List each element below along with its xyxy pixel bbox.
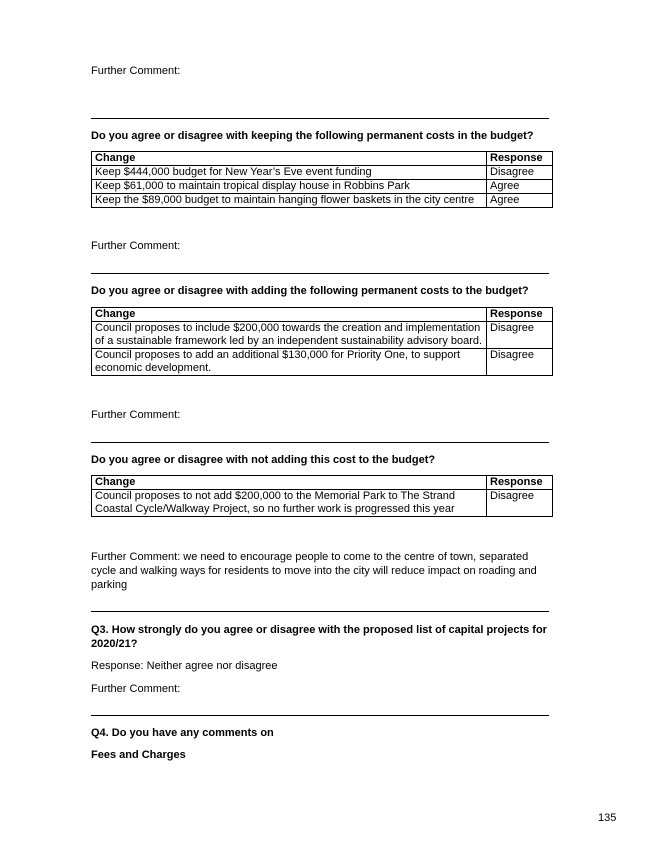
column-header-change: Change (92, 308, 487, 322)
column-header-response: Response (487, 152, 553, 166)
table-header-row (92, 476, 553, 490)
further-comment-text: Further Comment: we need to encourage people to come to the centre of town, separated cycle and walking ways for residents to move into the city will reduce impact on roading and parking (91, 551, 537, 591)
table-row (92, 322, 553, 349)
section-heading: Do you agree or disagree with not adding this cost to the budget? (91, 454, 436, 466)
further-comment-label: Further Comment: (91, 240, 181, 252)
change-cell: Council proposes to include $200,000 towards the creation and implementation of a sustainable framework led by an independent sustainability advisory board. (92, 322, 487, 349)
column-header-response: Response (487, 308, 553, 322)
question-q3: Q3. How strongly do you agree or disagree with the proposed list of capital projects for 2020/21? (91, 624, 547, 650)
further-comment-label: Further Comment: (91, 65, 181, 77)
table-row (92, 194, 553, 208)
response-table (91, 475, 553, 517)
response-cell: Disagree (487, 349, 553, 376)
divider-line (91, 442, 549, 443)
change-cell: Keep $61,000 to maintain tropical display house in Robbins Park (92, 180, 487, 194)
table-header-row (92, 152, 553, 166)
response-cell: Disagree (487, 322, 553, 349)
further-comment-label: Further Comment: (91, 409, 181, 421)
divider-line (91, 118, 549, 119)
column-header-response: Response (487, 476, 553, 490)
section-heading: Do you agree or disagree with keeping the following permanent costs in the budget? (91, 130, 534, 142)
column-header-change: Change (92, 476, 487, 490)
q4-subheading: Fees and Charges (91, 749, 186, 761)
further-comment-label: Further Comment: (91, 683, 181, 695)
change-cell: Keep $444,000 budget for New Year’s Eve event funding (92, 166, 487, 180)
response-cell: Agree (487, 194, 553, 208)
response-cell: Disagree (487, 166, 553, 180)
question-q4: Q4. Do you have any comments on (91, 727, 274, 739)
change-cell: Council proposes to not add $200,000 to the Memorial Park to The Strand Coastal Cycle/Walkway Project, so no further work is progressed this year (92, 490, 487, 517)
section-heading: Do you agree or disagree with adding the following permanent costs to the budget? (91, 285, 529, 297)
response-text: Response: Neither agree nor disagree (91, 660, 278, 672)
response-cell: Agree (487, 180, 553, 194)
table-row (92, 349, 553, 376)
table-row (92, 166, 553, 180)
divider-line (91, 273, 549, 274)
table-row (92, 490, 553, 517)
divider-line (91, 715, 549, 716)
page-number: 135 (598, 812, 617, 824)
response-cell: Disagree (487, 490, 553, 517)
change-cell: Keep the $89,000 budget to maintain hanging flower baskets in the city centre (92, 194, 487, 208)
divider-line (91, 611, 549, 612)
column-header-change: Change (92, 152, 487, 166)
table-header-row (92, 308, 553, 322)
table-row (92, 180, 553, 194)
response-table (91, 151, 553, 208)
response-table (91, 307, 553, 376)
change-cell: Council proposes to add an additional $130,000 for Priority One, to support economic development. (92, 349, 487, 376)
